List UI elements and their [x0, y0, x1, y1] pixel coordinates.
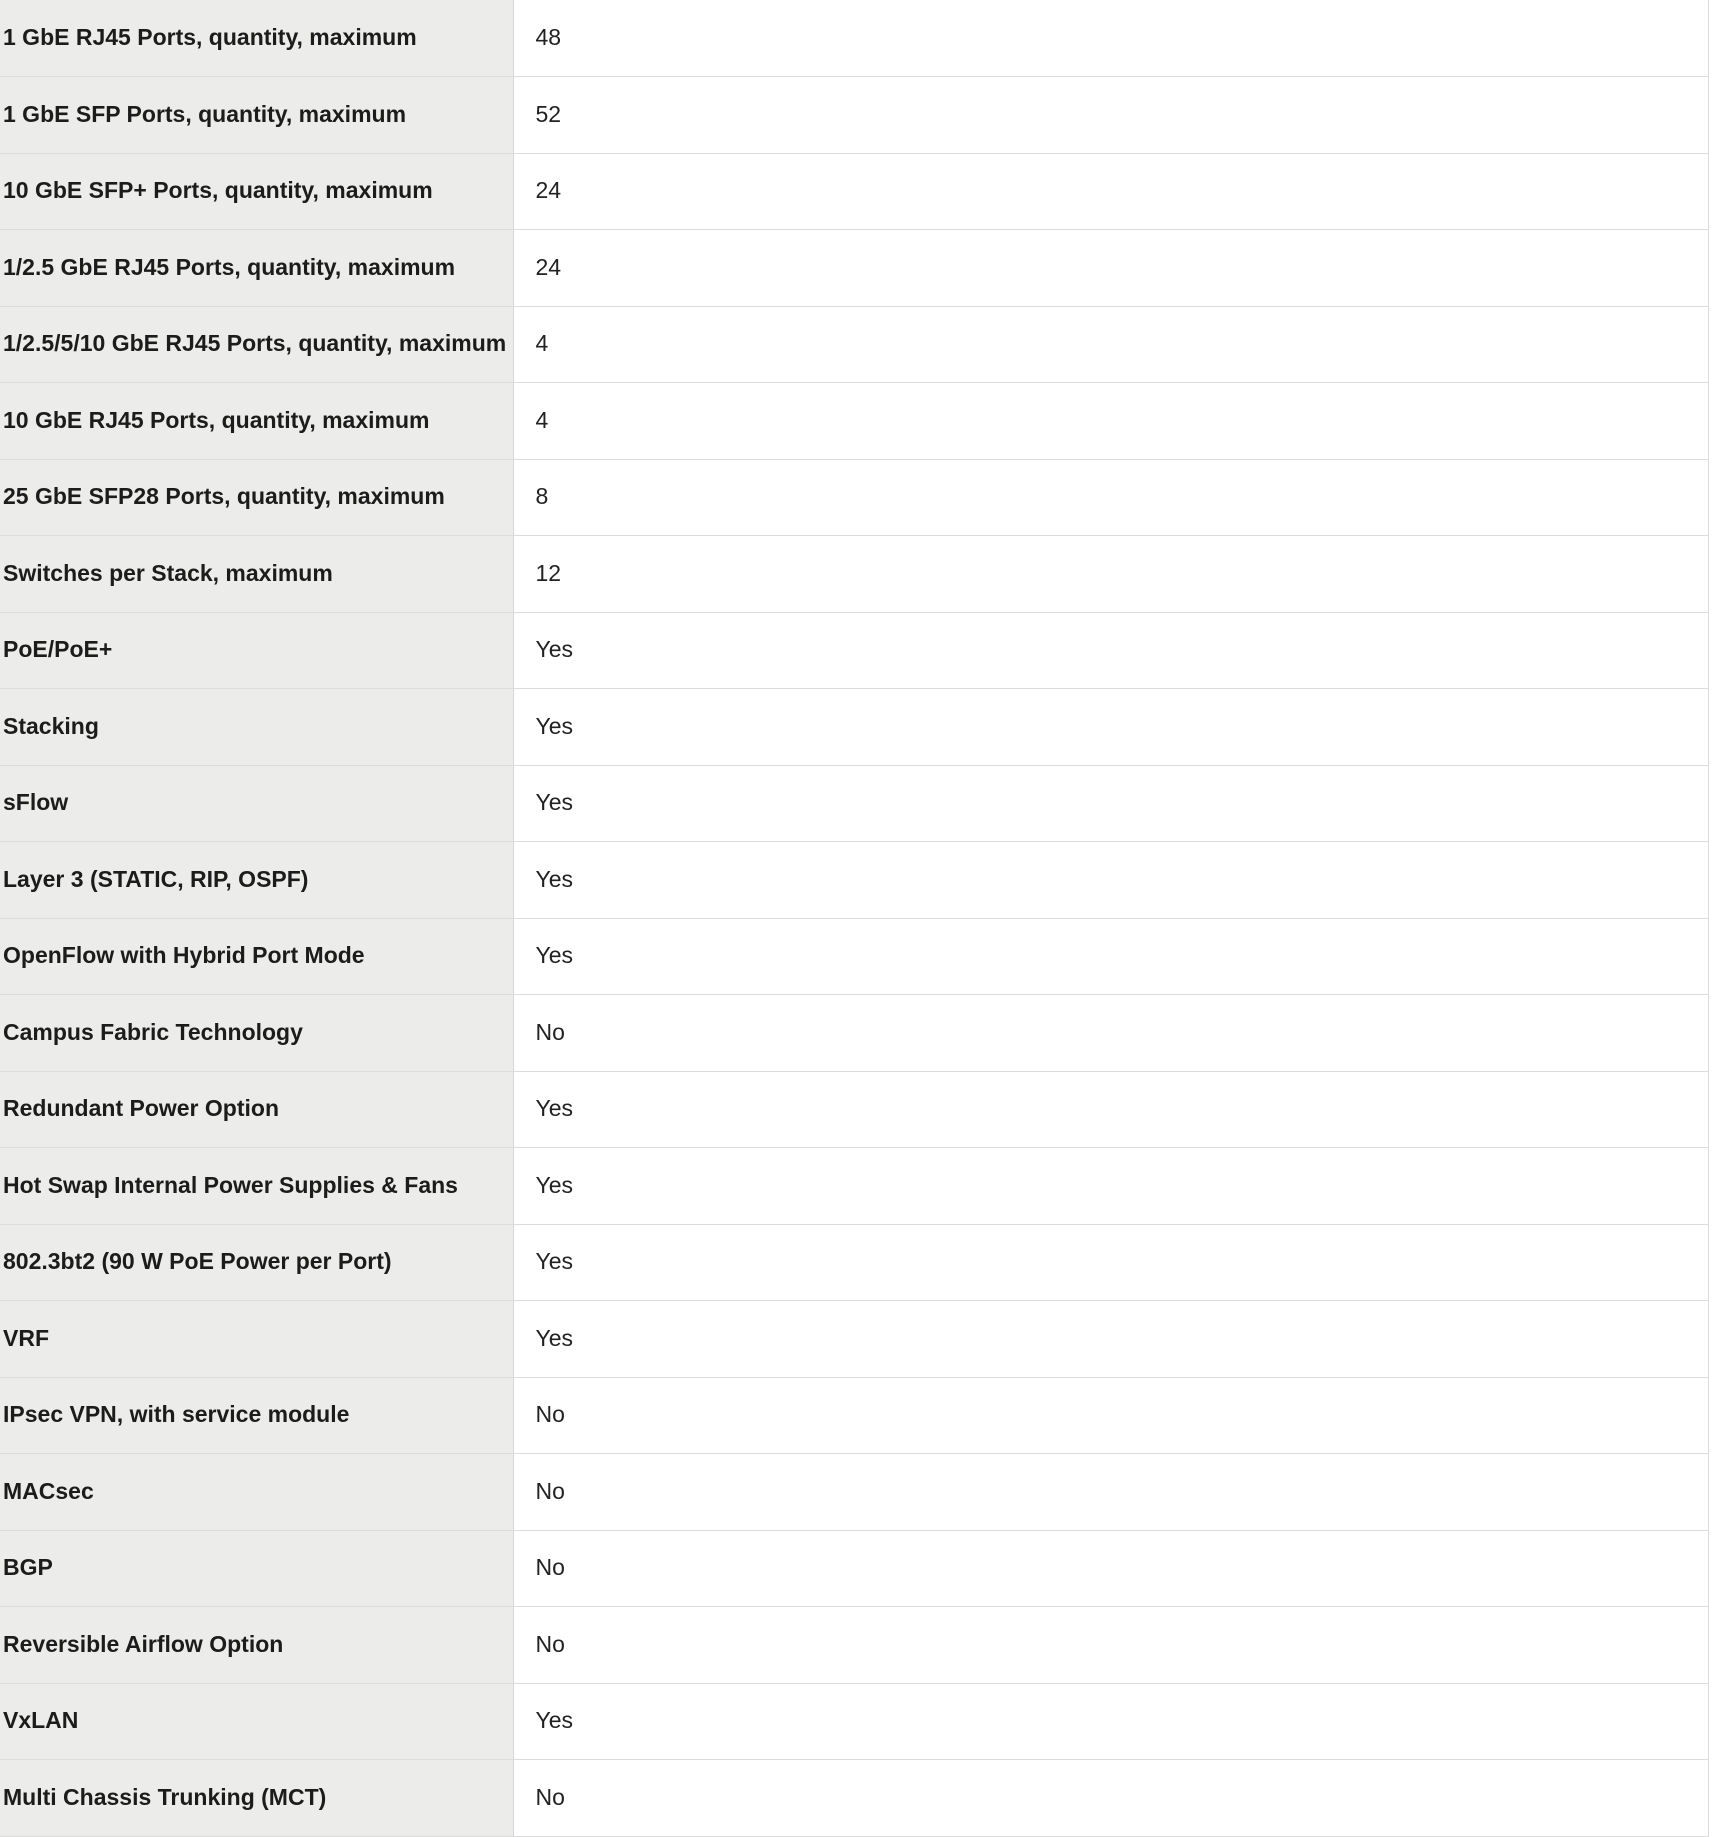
- spec-value: Yes: [513, 1683, 1708, 1760]
- spec-label: MACsec: [0, 1454, 513, 1531]
- spec-row: [0, 995, 1708, 1072]
- spec-label: 1/2.5/5/10 GbE RJ45 Ports, quantity, maximum: [0, 306, 513, 383]
- spec-label: sFlow: [0, 765, 513, 842]
- spec-row: [0, 0, 1708, 77]
- spec-label: 802.3bt2 (90 W PoE Power per Port): [0, 1224, 513, 1301]
- spec-label: 10 GbE SFP+ Ports, quantity, maximum: [0, 153, 513, 230]
- spec-value: Yes: [513, 842, 1708, 919]
- spec-label: Campus Fabric Technology: [0, 995, 513, 1072]
- spec-label: Layer 3 (STATIC, RIP, OSPF): [0, 842, 513, 919]
- spec-label: Switches per Stack, maximum: [0, 536, 513, 613]
- spec-value: 4: [513, 306, 1708, 383]
- spec-value: Yes: [513, 1148, 1708, 1225]
- spec-value: No: [513, 1454, 1708, 1531]
- spec-row: [0, 153, 1708, 230]
- spec-label: Reversible Airflow Option: [0, 1607, 513, 1684]
- spec-row: [0, 1377, 1708, 1454]
- spec-row: [0, 1454, 1708, 1531]
- spec-row: [0, 1224, 1708, 1301]
- spec-row: [0, 1607, 1708, 1684]
- spec-label: 1/2.5 GbE RJ45 Ports, quantity, maximum: [0, 230, 513, 307]
- spec-value: Yes: [513, 1301, 1708, 1378]
- spec-value: 4: [513, 383, 1708, 460]
- spec-label: Hot Swap Internal Power Supplies & Fans: [0, 1148, 513, 1225]
- spec-row: [0, 77, 1708, 154]
- spec-value: 52: [513, 77, 1708, 154]
- spec-row: [0, 230, 1708, 307]
- spec-row: [0, 459, 1708, 536]
- spec-row: [0, 1760, 1708, 1837]
- spec-row: [0, 765, 1708, 842]
- spec-row: [0, 918, 1708, 995]
- spec-label: Redundant Power Option: [0, 1071, 513, 1148]
- spec-row: [0, 1071, 1708, 1148]
- spec-label: BGP: [0, 1530, 513, 1607]
- spec-value: Yes: [513, 1071, 1708, 1148]
- spec-label: VxLAN: [0, 1683, 513, 1760]
- spec-value: 8: [513, 459, 1708, 536]
- spec-value: 24: [513, 230, 1708, 307]
- spec-label: 10 GbE RJ45 Ports, quantity, maximum: [0, 383, 513, 460]
- spec-row: [0, 689, 1708, 766]
- spec-row: [0, 306, 1708, 383]
- spec-label: 1 GbE SFP Ports, quantity, maximum: [0, 77, 513, 154]
- spec-row: [0, 383, 1708, 460]
- spec-label: IPsec VPN, with service module: [0, 1377, 513, 1454]
- spec-value: 12: [513, 536, 1708, 613]
- spec-label: OpenFlow with Hybrid Port Mode: [0, 918, 513, 995]
- spec-label: VRF: [0, 1301, 513, 1378]
- spec-label: Multi Chassis Trunking (MCT): [0, 1760, 513, 1837]
- spec-value: No: [513, 1760, 1708, 1837]
- spec-row: [0, 1530, 1708, 1607]
- spec-value: No: [513, 1530, 1708, 1607]
- spec-row: [0, 536, 1708, 613]
- spec-label: 1 GbE RJ45 Ports, quantity, maximum: [0, 0, 513, 77]
- spec-label: Stacking: [0, 689, 513, 766]
- spec-value: Yes: [513, 765, 1708, 842]
- spec-label: 25 GbE SFP28 Ports, quantity, maximum: [0, 459, 513, 536]
- spec-value: Yes: [513, 612, 1708, 689]
- spec-value: Yes: [513, 1224, 1708, 1301]
- spec-value: No: [513, 1377, 1708, 1454]
- spec-value: Yes: [513, 689, 1708, 766]
- spec-value: No: [513, 995, 1708, 1072]
- spec-row: [0, 842, 1708, 919]
- spec-row: [0, 1148, 1708, 1225]
- spec-row: [0, 612, 1708, 689]
- spec-value: 24: [513, 153, 1708, 230]
- spec-label: PoE/PoE+: [0, 612, 513, 689]
- spec-value: No: [513, 1607, 1708, 1684]
- spec-value: 48: [513, 0, 1708, 77]
- spec-row: [0, 1683, 1708, 1760]
- spec-value: Yes: [513, 918, 1708, 995]
- spec-row: [0, 1301, 1708, 1378]
